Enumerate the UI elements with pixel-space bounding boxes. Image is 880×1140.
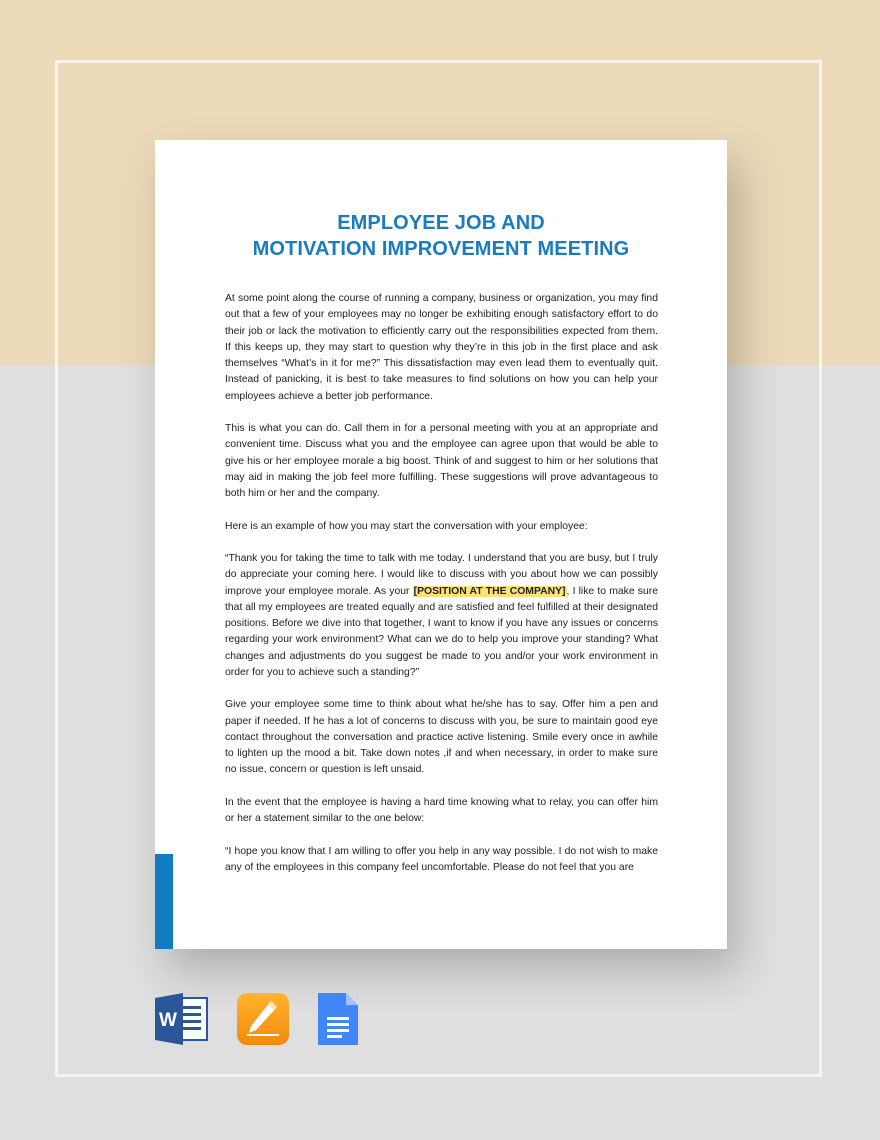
- document-body: [225, 291, 658, 892]
- event-paragraph: In the event that the employee is having a hard time knowing what to relay, you can offer him or her a statement similar to the one below:: [225, 796, 658, 824]
- title-line-2: MOTIVATION IMPROVEMENT MEETING: [252, 238, 630, 260]
- quote-paragraph: [225, 551, 658, 681]
- word-icon-letter: W: [159, 1010, 177, 1031]
- word-icon[interactable]: [155, 993, 209, 1045]
- document-page: [155, 140, 727, 949]
- pages-icon[interactable]: [237, 993, 289, 1045]
- google-docs-icon[interactable]: [318, 993, 358, 1045]
- meeting-paragraph: This is what you can do. Call them in for a personal meeting with you at an appropriate and convenient time. Discuss what you and the employee can agree upon that would be able to give his or her employee morale a big boost. Think of and suggest to him or her solutions that may aid in making the job feel more fulfilling. These suggestions will prove advantageous to both him or her and the company.: [225, 423, 658, 499]
- quote-text-before: “Thank you for taking the time to talk with me today. I understand that you are busy, but I truly do appreciate your coming here. I would like to discuss with you about how we can possibly improve your employee morale. As your: [225, 553, 658, 597]
- second-quote-paragraph: “I hope you know that I am willing to offer you help in any way possible. I do not wish to make any of the employees in this company feel uncomfortable. Please do not feel that you are: [225, 845, 658, 873]
- listening-paragraph: Give your employee some time to think about what he/she has to say. Offer him a pen and paper if needed. If he has a lot of concerns to discuss with you, be sure to maintain good eye contact throughout the conversation and practice active listening. Smile every once in awhile to lighten up the mood a bit. Take down notes ,if and when necessary, in order to make sure no issue, concern or question is left unsaid.: [225, 699, 658, 776]
- title-line-1: EMPLOYEE JOB AND: [337, 212, 545, 234]
- accent-bar: [155, 854, 173, 949]
- example-intro-paragraph: Here is an example of how you may start the conversation with your employee:: [225, 520, 588, 532]
- document-title: [155, 210, 727, 262]
- intro-paragraph: At some point along the course of running a company, business or organization, you may find out that a few of your employees may no longer be exhibiting enough satisfactory effort to do their job or lack the motivation to efficiently carry out the responsibilities expected from them. If this keeps up, they may start to question why they’re in this job in the first place and ask themselves “What’s in it for me?” This dissatisfaction may even lead them to eventually quit. Instead of panicking, it is best to take measures to find solutions on how you can help your employees achieve a better job performance.: [225, 293, 658, 402]
- quote-text-after: , I like to make sure that all my employees are treated equally and are satisfied and feel fulfilled at their designated positions. Before we dive into that together, I want to know if you have any issues or concerns regarding your work environment? What can we do to help you improve your standing? What changes and adjustments do you suggest be made to you and/or your work environment in order for you to achieve such a standing?”: [225, 585, 658, 678]
- position-placeholder: [POSITION AT THE COMPANY]: [413, 585, 566, 597]
- app-icons: [155, 993, 365, 1045]
